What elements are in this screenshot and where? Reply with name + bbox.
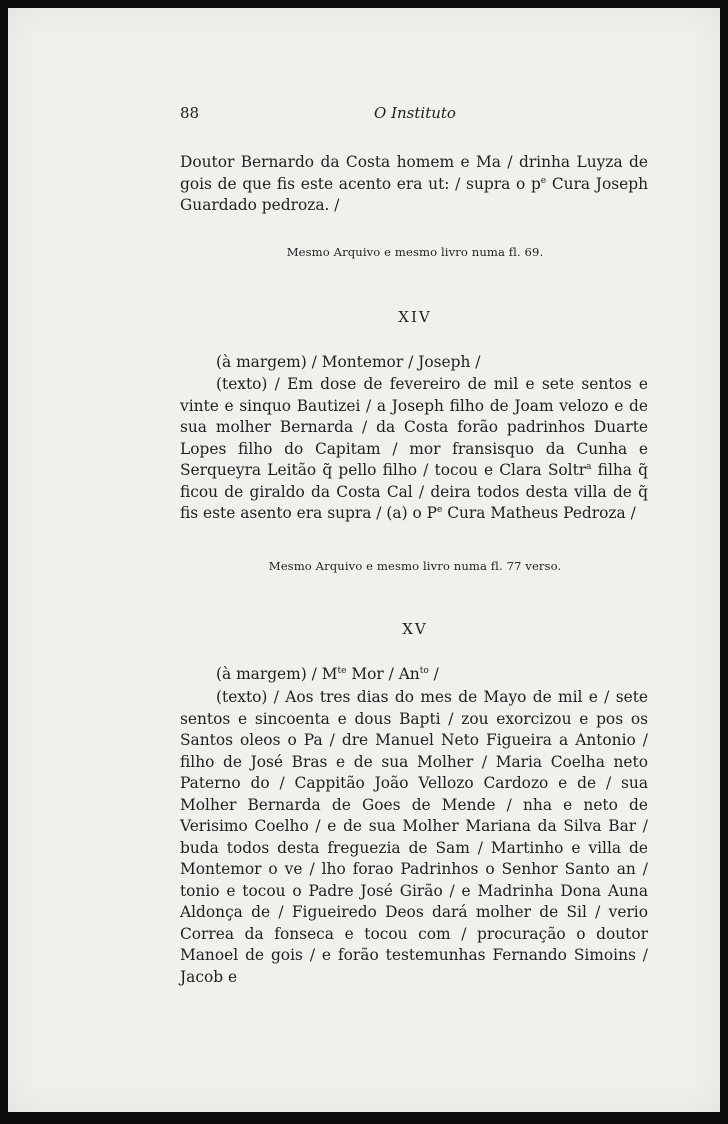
paragraph-xiv-text-c: Cura Matheus Pedroza / [442, 504, 636, 522]
running-head [180, 104, 650, 124]
page-paper [8, 8, 720, 1112]
running-title: O Instituto [374, 104, 456, 122]
margin-line-xv-c: / [428, 665, 439, 683]
superscript: e [436, 504, 443, 515]
paragraph-xiv-text-b: filha q̃ ficou de giraldo da Costa Cal / deira todos desta villa de q̃ fis este asento era supra / (a) o P [180, 461, 648, 522]
margin-line-xv-a: (à margem) / M [216, 665, 338, 683]
superscript: te [337, 665, 347, 676]
paragraph-intro [180, 152, 648, 217]
paragraph-xiv-text-a: (texto) / Em dose de fevereiro de mil e sete sentos e vinte e sinquo Bautizei / a Joseph filho de Joam velozo e de sua molher Bernarda / da Costa forão padrinhos Duarte Lopes filho do Capitam / mor fransisquo da Cunha e Serqueyra Leitão q̃ pello filho / tocou e Clara Soltr [180, 375, 648, 479]
margin-line-xv [180, 664, 648, 686]
margin-line-xv-b: Mor / An [346, 665, 420, 683]
superscript: a [586, 461, 592, 472]
source-note-1: Mesmo Arquivo e mesmo livro numa fl. 69. [286, 245, 544, 259]
paragraph-xv: (texto) / Aos tres dias do mes de Mayo de mil e / sete sentos e sincoenta e dous Bapti / zou exorcizou e pos os Santos oleos o Pa / dre Manuel Neto Figueira a Antonio / filho de José Bras e de sua Molher / Maria Coelha neto Paterno do / Cappitão João Vellozo Cardozo e de / sua Molher Bernarda de Goes de Mende / nha e neto de Verisimo Coelho / e de sua Molher Mariana da Silva Bar / buda todos desta freguezia de Sam / Martinho e villa de Montemor o ve / lho forao Padrinhos o Senhor Santo an / tonio e tocou o Padre José Girão / e Madrinha Dona Auna Aldonça de / Figueiredo Deos dará molher de Sil / verio Correa da fonseca e tocou com / procuração o doutor Manoel de gois / e forão testemunhas Fernando Simoins / Jacob e [180, 688, 648, 986]
superscript: to [419, 665, 429, 676]
source-note-2: Mesmo Arquivo e mesmo livro numa fl. 77 verso. [268, 559, 562, 573]
page-number: 88 [180, 104, 200, 122]
section-heading-xv: XV [402, 620, 428, 638]
superscript: e [540, 175, 547, 186]
section-heading-xiv: XIV [398, 308, 432, 326]
paragraph-intro-text: Doutor Bernardo da Costa homem e Ma / drinha Luyza de gois de que fis este acento era ut: / supra o p [180, 153, 648, 193]
paragraph-xiv [180, 374, 648, 525]
margin-line-xiv: (à margem) / Montemor / Joseph / [216, 353, 481, 371]
paragraph-intro-text-end: Cura Joseph Guardado pedroza. / [180, 174, 648, 214]
